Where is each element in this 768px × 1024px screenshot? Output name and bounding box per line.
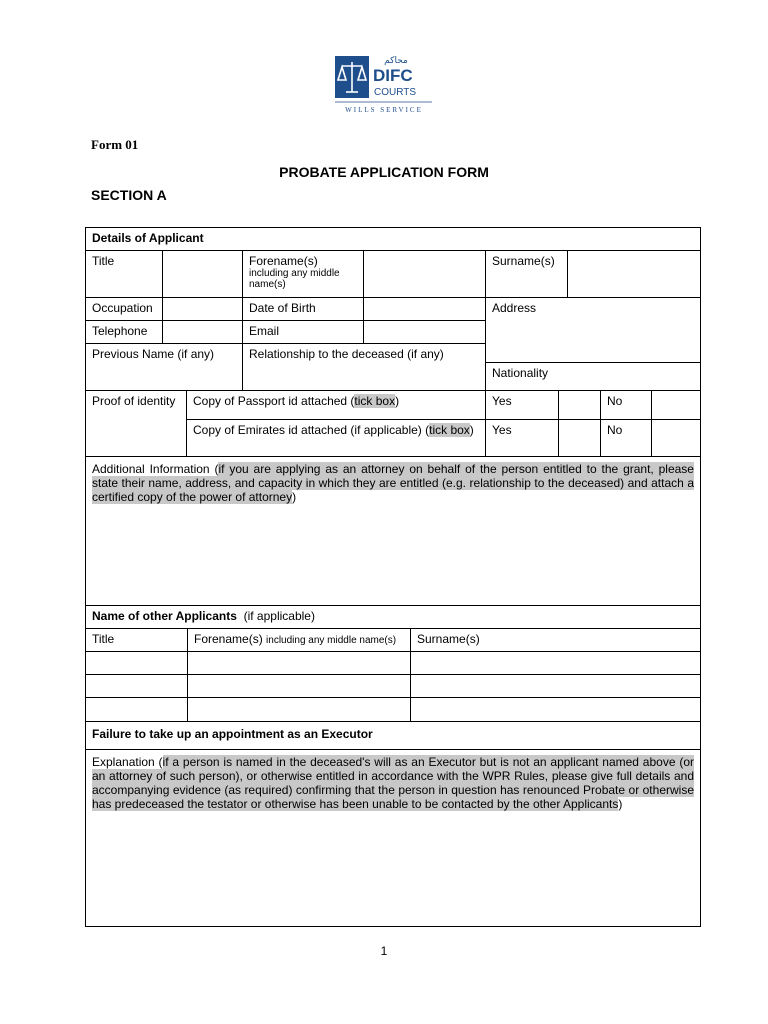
- telephone-label: Telephone: [85, 320, 163, 344]
- title-label: Title: [85, 250, 163, 298]
- passport-no-label: No: [600, 390, 652, 420]
- passport-text: Copy of Passport id attached (: [193, 394, 355, 408]
- other-title-field[interactable]: [85, 697, 188, 722]
- other-surname-field[interactable]: [410, 651, 701, 675]
- other-forename-label: Forename(s): [194, 632, 263, 646]
- previous-name-label: Previous Name (if any): [92, 347, 215, 361]
- passport-tickbox-note: tick box: [354, 394, 396, 408]
- forename-note: including any middle name(s): [249, 268, 340, 290]
- scales-of-justice-icon: [334, 54, 434, 116]
- proof-label: Proof of identity: [85, 390, 187, 457]
- passport-yes-label: Yes: [485, 390, 559, 420]
- svg-text:WILLS SERVICE: WILLS SERVICE: [345, 106, 423, 114]
- explanation-label: Explanation (: [92, 755, 163, 769]
- explanation-instructions: if a person is named in the deceased's will as an Executor but is not an applicant named above (or an attorney of such person), or otherwise entitled in accordance with the WPR Rules, please give full details and accompanying evidence (as required) confirming that the person in question has renounced Probate or otherwise has predeceased the testator or otherwise has been unable to be contacted by the other Applicants: [92, 755, 694, 811]
- forename-label-cell: [242, 250, 364, 298]
- other-title-field[interactable]: [85, 674, 188, 698]
- dob-label: Date of Birth: [242, 297, 364, 321]
- additional-info-label: Additional Information (: [92, 462, 219, 476]
- surname-label: Surname(s): [485, 250, 568, 298]
- title-field[interactable]: [162, 250, 243, 298]
- email-field[interactable]: [363, 320, 486, 344]
- difc-courts-logo: [334, 54, 434, 116]
- other-forename-label-cell: [187, 628, 411, 652]
- forename-label: Forename(s): [249, 254, 318, 268]
- passport-yes-checkbox[interactable]: [558, 390, 601, 420]
- other-applicants-note: (if applicable): [243, 609, 315, 623]
- svg-text:COURTS: COURTS: [374, 87, 417, 98]
- svg-text:DIFC: DIFC: [373, 66, 413, 85]
- forename-field[interactable]: [363, 250, 486, 298]
- executor-explanation-field[interactable]: Explanation (if a person is named in the deceased's will as an Executor but is not an applicant named above (or an attorney of such person), or otherwise entitled in accordance with the WPR Rules, please give full details and accompanying evidence (as required) confirming that the person in question has renounced Probate or otherwise has predeceased the testator or otherwise has been unable to be contacted by the other Applicants): [85, 749, 701, 927]
- other-applicants-heading-row: [85, 605, 701, 629]
- address-field[interactable]: [485, 297, 701, 363]
- form-title: PROBATE APPLICATION FORM: [279, 164, 489, 180]
- other-forename-field[interactable]: [187, 674, 411, 698]
- additional-info-instructions: if you are applying as an attorney on behalf of the person entitled to the grant, please state their name, address, and capacity in which they are entitled (e.g. relationship to the deceased) and attach a certified copy of the power of attorney: [92, 462, 694, 504]
- address-label: Address: [492, 301, 537, 315]
- emirates-row: Copy of Emirates id attached (if applicable) (tick box): [186, 419, 486, 457]
- executor-heading: Failure to take up an appointment as an Executor: [85, 721, 701, 750]
- occupation-field[interactable]: [162, 297, 243, 321]
- dob-field[interactable]: [363, 297, 486, 321]
- emirates-text: Copy of Emirates id attached (if applicable) (: [193, 423, 430, 437]
- other-surname-field[interactable]: [410, 697, 701, 722]
- svg-text:محاكم: محاكم: [384, 56, 408, 66]
- email-label: Email: [242, 320, 364, 344]
- other-forename-field[interactable]: [187, 697, 411, 722]
- emirates-yes-checkbox[interactable]: [558, 419, 601, 457]
- previous-name-field[interactable]: [85, 343, 243, 391]
- nationality-field[interactable]: [485, 362, 701, 391]
- telephone-field[interactable]: [162, 320, 243, 344]
- form-number: Form 01: [91, 137, 139, 152]
- other-surname-label: Surname(s): [410, 628, 701, 652]
- other-applicants-heading: Name of other Applicants: [92, 609, 237, 623]
- surname-field[interactable]: [567, 250, 701, 298]
- occupation-label: Occupation: [85, 297, 163, 321]
- other-title-label: Title: [85, 628, 188, 652]
- nationality-label: Nationality: [492, 366, 549, 380]
- other-surname-field[interactable]: [410, 674, 701, 698]
- other-title-field[interactable]: [85, 651, 188, 675]
- relationship-field[interactable]: [242, 343, 486, 391]
- passport-no-checkbox[interactable]: [651, 390, 701, 420]
- section-label: SECTION A: [91, 187, 167, 203]
- passport-row: Copy of Passport id attached (tick box): [186, 390, 486, 420]
- emirates-no-label: No: [600, 419, 652, 457]
- emirates-tickbox-note: tick box: [429, 423, 470, 437]
- applicant-heading: Details of Applicant: [85, 227, 701, 251]
- page-number: 1: [380, 944, 388, 958]
- relationship-label: Relationship to the deceased (if any): [249, 347, 444, 361]
- emirates-no-checkbox[interactable]: [651, 419, 701, 457]
- other-forename-field[interactable]: [187, 651, 411, 675]
- additional-information-field[interactable]: Additional Information (if you are applying as an attorney on behalf of the person entitled to the grant, please state their name, address, and capacity in which they are entitled (e.g. relationship to the deceased) and attach a certified copy of the power of attorney): [85, 456, 701, 606]
- other-forename-note: including any middle name(s): [266, 635, 397, 646]
- emirates-yes-label: Yes: [485, 419, 559, 457]
